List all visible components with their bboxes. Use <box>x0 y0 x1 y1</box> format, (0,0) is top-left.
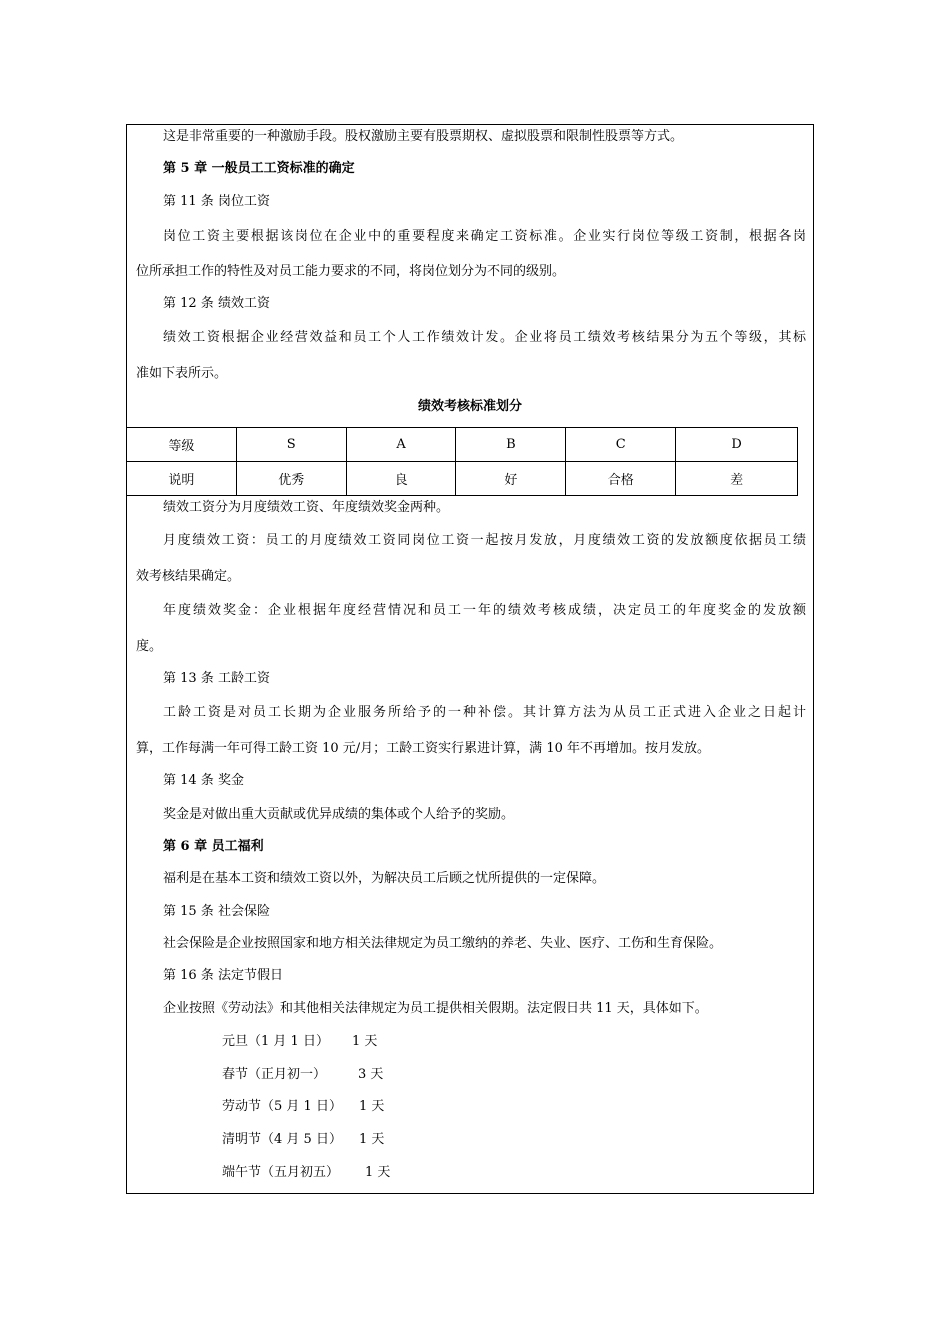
article-heading: 第 11 条 岗位工资 <box>163 194 270 209</box>
paragraph: 准如下表所示。 <box>136 366 228 381</box>
holiday-days: 1 天 <box>359 1132 385 1147</box>
chapter-heading: 第 5 章 一般员工工资标准的确定 <box>163 161 355 176</box>
table-cell: 说明 <box>127 462 237 496</box>
holiday-name: 劳动节（5 月 1 日） <box>222 1099 342 1114</box>
chapter-heading: 第 6 章 员工福利 <box>163 839 264 854</box>
holiday-days: 3 天 <box>358 1067 384 1082</box>
holiday-days: 1 天 <box>359 1099 385 1114</box>
paragraph: 福利是在基本工资和绩效工资以外，为解决员工后顾之忧所提供的一定保障。 <box>163 871 606 886</box>
table-cell: A <box>346 428 456 462</box>
paragraph: 这是非常重要的一种激励手段。股权激励主要有股票期权、虚拟股票和限制性股票等方式。 <box>163 129 684 144</box>
article-heading: 第 12 条 绩效工资 <box>163 296 270 311</box>
table-cell: 等级 <box>127 428 237 462</box>
table-cell: C <box>566 428 676 462</box>
holiday-name: 清明节（4 月 5 日） <box>222 1132 342 1147</box>
table-cell: 良 <box>346 462 456 496</box>
holiday-item <box>222 1098 385 1116</box>
article-heading: 第 13 条 工龄工资 <box>163 671 270 686</box>
paragraph: 月度绩效工资：员工的月度绩效工资同岗位工资一起按月发放，月度绩效工资的发放额度依据员工绩 <box>163 533 806 548</box>
holiday-item <box>222 1131 385 1149</box>
article-heading: 第 16 条 法定节假日 <box>163 968 283 983</box>
holiday-days: 1 天 <box>365 1165 391 1180</box>
table-row <box>127 462 798 496</box>
paragraph: 工龄工资是对员工长期为企业服务所给予的一种补偿。其计算方法为从员工正式进入企业之日起计 <box>163 705 806 720</box>
table-cell: 好 <box>456 462 566 496</box>
paragraph: 企业按照《劳动法》和其他相关法律规定为员工提供相关假期。法定假日共 11 天，具体如下。 <box>163 1001 708 1016</box>
table-title: 绩效考核标准划分 <box>417 399 522 414</box>
holiday-days: 1 天 <box>352 1034 378 1049</box>
paragraph: 奖金是对做出重大贡献或优异成绩的集体或个人给予的奖励。 <box>163 807 515 822</box>
holiday-item <box>222 1033 378 1051</box>
paragraph: 效考核结果确定。 <box>136 569 241 584</box>
table-cell: 差 <box>676 462 798 496</box>
paragraph: 算，工作每满一年可得工龄工资 10 元/月；工龄工资实行累进计算，满 10 年不再增加。按月发放。 <box>136 741 710 756</box>
holiday-name: 春节（正月初一） <box>222 1067 327 1082</box>
paragraph: 岗位工资主要根据该岗位在企业中的重要程度来确定工资标准。企业实行岗位等级工资制，根据各岗 <box>163 229 806 244</box>
paragraph: 社会保险是企业按照国家和地方相关法律规定为员工缴纳的养老、失业、医疗、工伤和生育保险。 <box>163 936 723 951</box>
paragraph: 位所承担工作的特性及对员工能力要求的不同，将岗位划分为不同的级别。 <box>136 264 566 279</box>
holiday-name: 元旦（1 月 1 日） <box>222 1034 329 1049</box>
paragraph: 绩效工资根据企业经营效益和员工个人工作绩效计发。企业将员工绩效考核结果分为五个等级，其标 <box>163 330 806 345</box>
table-cell: B <box>456 428 566 462</box>
table-cell: D <box>676 428 798 462</box>
holiday-name: 端午节（五月初五） <box>222 1165 340 1180</box>
table-cell: S <box>236 428 346 462</box>
table-cell: 合格 <box>566 462 676 496</box>
paragraph: 度。 <box>136 639 163 654</box>
paragraph: 年度绩效奖金：企业根据年度经营情况和员工一年的绩效考核成绩，决定员工的年度奖金的发放额 <box>163 603 806 618</box>
table-row <box>127 428 798 462</box>
article-heading: 第 14 条 奖金 <box>163 773 244 788</box>
grade-table <box>126 427 798 496</box>
table-cell: 优秀 <box>236 462 346 496</box>
holiday-item <box>222 1066 384 1084</box>
holiday-item <box>222 1164 391 1182</box>
article-heading: 第 15 条 社会保险 <box>163 904 270 919</box>
paragraph: 绩效工资分为月度绩效工资、年度绩效奖金两种。 <box>163 500 450 515</box>
